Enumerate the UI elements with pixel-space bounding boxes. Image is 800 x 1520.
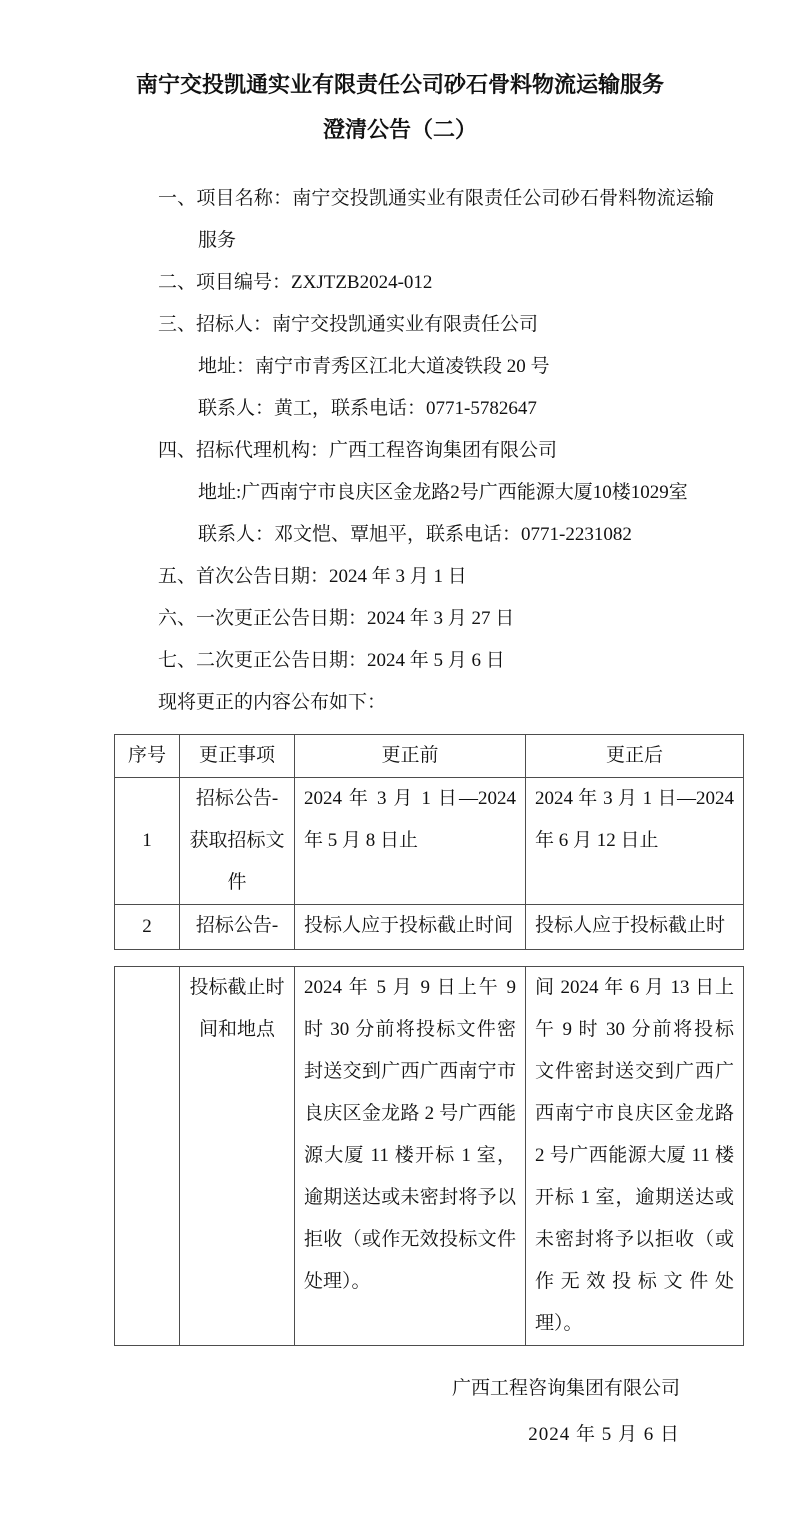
correction-table bbox=[114, 734, 744, 950]
signature-block bbox=[0, 1366, 800, 1458]
list-item-project-number bbox=[158, 262, 714, 304]
signature-date: 2024 年 5 月 6 日 bbox=[528, 1424, 680, 1445]
list-item-text: 五、首次公告日期：2024 年 3 月 1 日 bbox=[158, 566, 467, 587]
header-cell-after: 更正后 bbox=[526, 735, 744, 778]
list-item-first-correction-date bbox=[158, 598, 714, 640]
tenderer-address: 地址：南宁市青秀区江北大道凌铁段 20 号 bbox=[198, 356, 550, 377]
agency-address: 地址:广西南宁市良庆区金龙路2号广西能源大厦10楼1029室 bbox=[198, 482, 688, 503]
cell-item: 招标公告- bbox=[180, 905, 295, 950]
cell-item: 投标截止时间和地点 bbox=[180, 967, 295, 1346]
cell-no: 1 bbox=[115, 778, 180, 905]
cell-no bbox=[115, 967, 180, 1346]
document-title bbox=[0, 62, 800, 152]
list-item-tenderer bbox=[158, 304, 714, 346]
cell-after: 间 2024 年 6 月 13 日上午 9 时 30 分前将投标文件密封送交到广西广西南宁市良庆区金龙路 2 号广西能源大厦 11 楼开标 1 室，逾期送达或未密封将予以拒收（或作无效投标文件处理）。 bbox=[526, 967, 744, 1346]
cell-after: 投标人应于投标截止时 bbox=[526, 905, 744, 950]
list-item-text: 六、一次更正公告日期：2024 年 3 月 27 日 bbox=[158, 608, 515, 629]
header-cell-no: 序号 bbox=[115, 735, 180, 778]
table-row bbox=[115, 967, 744, 1346]
document-body bbox=[158, 178, 714, 724]
list-item-first-announcement-date bbox=[158, 556, 714, 598]
agency-contact: 联系人：邓文恺、覃旭平，联系电话：0771-2231082 bbox=[198, 524, 632, 545]
list-item-second-correction-date bbox=[158, 640, 714, 682]
cell-after: 2024 年 3 月 1 日—2024 年 6 月 12 日止 bbox=[526, 778, 744, 905]
list-item-text: 七、二次更正公告日期：2024 年 5 月 6 日 bbox=[158, 650, 505, 671]
signature-company: 广西工程咨询集团有限公司 bbox=[451, 1378, 680, 1399]
list-item-text: 三、招标人：南宁交投凯通实业有限责任公司 bbox=[158, 314, 539, 335]
cell-before: 2024 年 3 月 1 日—2024 年 5 月 8 日止 bbox=[295, 778, 526, 905]
table-row bbox=[115, 905, 744, 950]
correction-intro: 现将更正的内容公布如下： bbox=[158, 692, 387, 713]
list-item-agency bbox=[158, 430, 714, 472]
cell-item: 招标公告-获取招标文件 bbox=[180, 778, 295, 905]
correction-table-continued bbox=[114, 966, 744, 1346]
title-line-1: 南宁交投凯通实业有限责任公司砂石骨料物流运输服务 bbox=[135, 72, 664, 97]
cell-before: 投标人应于投标截止时间 bbox=[295, 905, 526, 950]
list-item-text: 四、招标代理机构：广西工程咨询集团有限公司 bbox=[158, 440, 558, 461]
header-cell-item: 更正事项 bbox=[180, 735, 295, 778]
header-cell-before: 更正前 bbox=[295, 735, 526, 778]
tenderer-contact: 联系人：黄工，联系电话：0771-5782647 bbox=[198, 398, 537, 419]
cell-no: 2 bbox=[115, 905, 180, 950]
list-item-text: 二、项目编号：ZXJTZB2024-012 bbox=[158, 272, 433, 293]
table-row bbox=[115, 778, 744, 905]
list-item-text: 一、项目名称：南宁交投凯通实业有限责任公司砂石骨料物流运输服务 bbox=[158, 188, 714, 251]
title-line-2: 澄清公告（二） bbox=[322, 117, 477, 142]
correction-table-header-row bbox=[115, 735, 744, 778]
list-item-project-name bbox=[158, 178, 714, 262]
cell-before: 2024 年 5 月 9 日上午 9 时 30 分前将投标文件密封送交到广西广西南宁市良庆区金龙路 2 号广西能源大厦 11 楼开标 1 室，逾期送达或未密封将予以拒收（或作无效投标文件处理）。 bbox=[295, 967, 526, 1346]
